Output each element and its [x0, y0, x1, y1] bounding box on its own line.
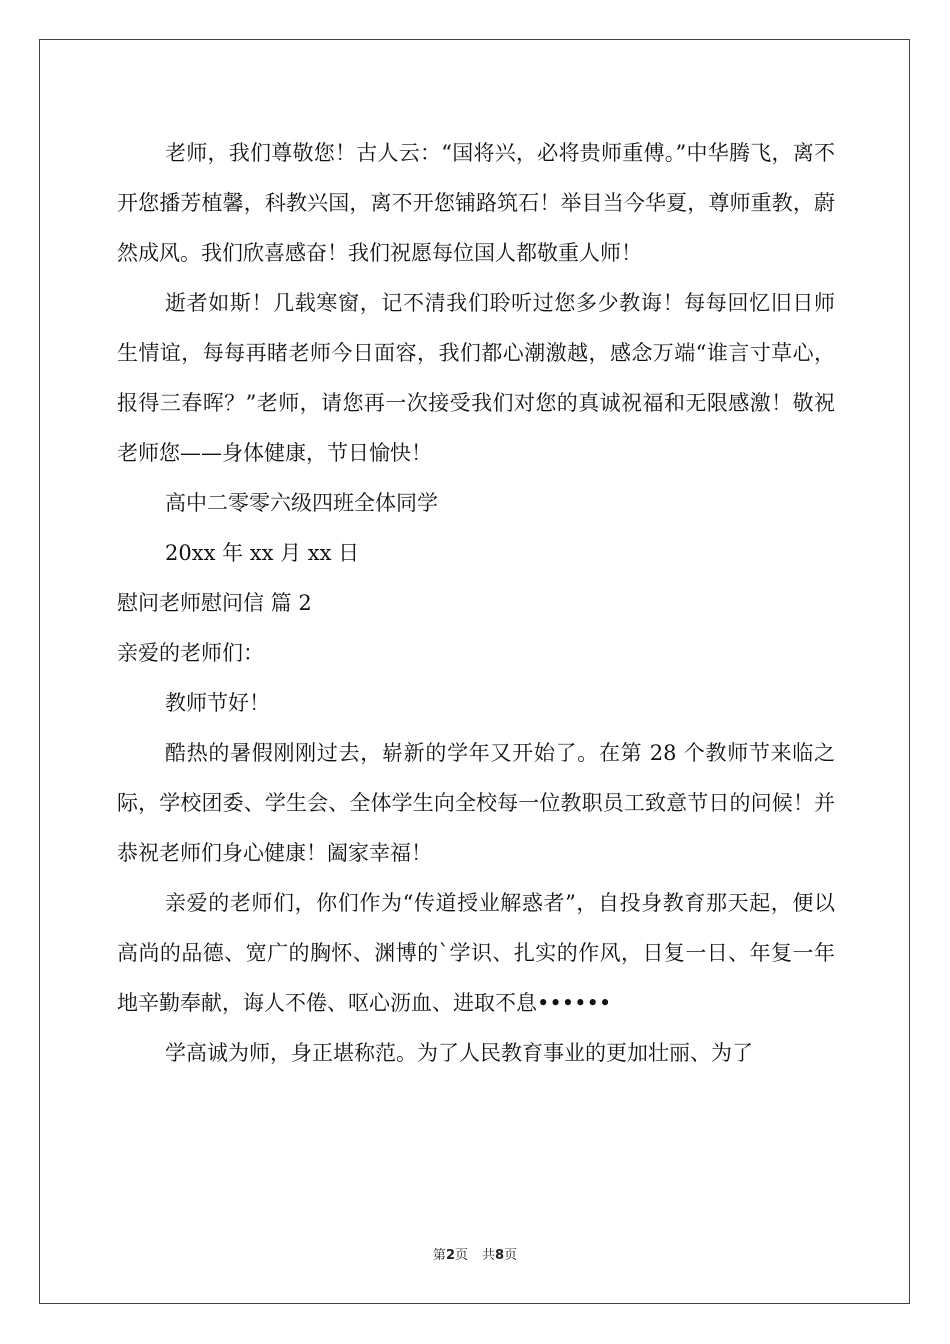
paragraph-5: 学高诚为师，身正堪称范。为了人民教育事业的更加壮丽、为了: [165, 1041, 753, 1065]
footer-page-current: 2: [445, 1248, 455, 1263]
paragraph-2: 逝者如斯！几载寒窗，记不清我们聆听过您多少教诲！每每回忆旧日师生情谊，每每再睹老师今日面容，我们都心潮激越，感念万端“谁言寸草心，报得三春晖？”老师，请您再一次接受我们对您的真诚祝福和无限感激！敬祝老师您——身体健康，节日愉快！: [117, 291, 835, 465]
date-line: 20xx 年 xx 月 xx 日: [165, 541, 360, 565]
footer-total-unit: 页: [504, 1248, 518, 1263]
page-footer: [0, 1244, 950, 1263]
footer-page-total: 8: [495, 1248, 505, 1263]
salutation: 亲爱的老师们：: [117, 641, 264, 665]
paragraph-1: 老师，我们尊敬您！古人云：“国将兴，必将贵师重傅。”中华腾飞，离不开您播芳植馨，科教兴国，离不开您铺路筑石！举目当今华夏，尊师重教，蔚然成风。我们欣喜感奋！我们祝愿每位国人都敬重人师！: [117, 141, 835, 265]
section-heading: 慰问老师慰问信 篇 2: [117, 591, 312, 615]
footer-total-prefix: 共: [482, 1248, 496, 1263]
greeting: 教师节好！: [165, 691, 270, 715]
signature-line: 高中二零零六级四班全体同学: [165, 491, 438, 515]
paragraph-3: 酷热的暑假刚刚过去，崭新的学年又开始了。在第 28 个教师节来临之际，学校团委、学生会、全体学生向全校每一位教职员工致意节日的问候！并恭祝老师们身心健康！阖家幸福！: [117, 741, 835, 865]
footer-page-unit: 页: [454, 1248, 468, 1263]
paragraph-4: 亲爱的老师们，你们作为“传道授业解惑者”，自投身教育那天起，便以高尚的品德、宽广的胸怀、渊博的`学识、扎实的作风，日复一日、年复一年地辛勤奉献，诲人不倦、呕心沥血、进取不息••••••: [117, 891, 835, 1015]
footer-page-prefix: 第: [432, 1248, 446, 1263]
document-body: [117, 128, 835, 1078]
